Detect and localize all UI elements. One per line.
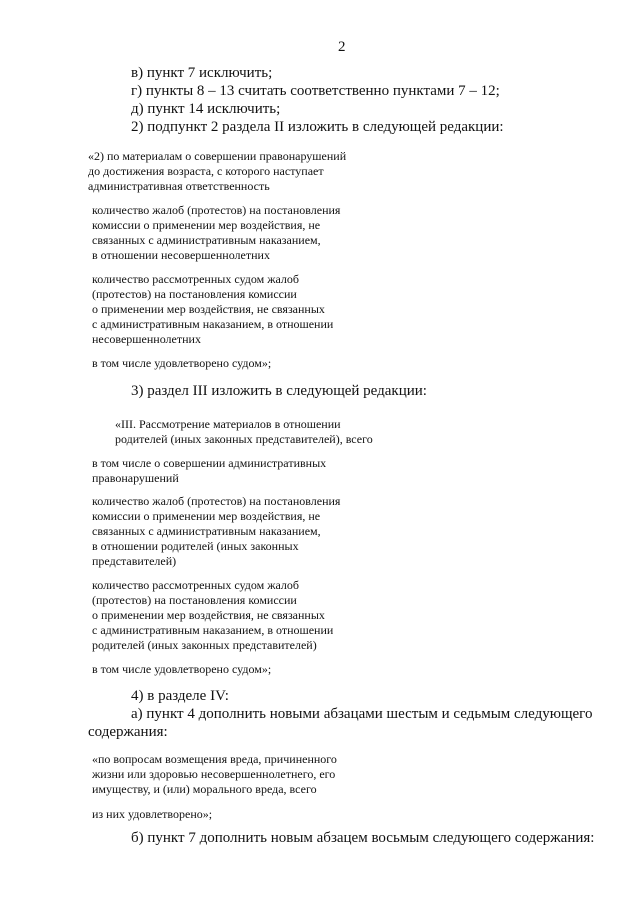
text-line-g: г) пункты 8 – 13 считать соответственно пунктами 7 – 12;	[131, 83, 500, 99]
text-line-b3l2: (протестов) на постановления комиссии	[92, 287, 297, 301]
text-line-p3: 3) раздел III изложить в следующей редакции:	[131, 383, 427, 399]
text-line-e2l1: из них удовлетворено»;	[92, 807, 213, 821]
text-line-c1l2: родителей (иных законных представителей), всего	[115, 432, 373, 446]
text-line-e1l1: «по вопросам возмещения вреда, причиненного	[92, 752, 337, 766]
text-line-c4l3: о применении мер воздействия, не связанных	[92, 608, 325, 622]
text-line-b3l4: с административным наказанием, в отношении	[92, 317, 334, 331]
text-line-d: д) пункт 14 исключить;	[131, 101, 281, 117]
text-line-b2l2: комиссии о применении мер воздействия, не	[92, 218, 321, 232]
text-line-p2: 2) подпункт 2 раздела II изложить в следующей редакции:	[131, 119, 504, 135]
text-line-b1l1: «2) по материалам о совершении правонарушений	[88, 149, 347, 163]
text-line-b3l5: несовершеннолетних	[92, 332, 201, 346]
text-line-p4: 4) в разделе IV:	[131, 688, 229, 704]
text-line-c3l3: связанных с административным наказанием,	[92, 524, 321, 538]
text-line-c3l4: в отношении родителей (иных законных	[92, 539, 299, 553]
text-line-a1: а) пункт 4 дополнить новыми абзацами шестым и седьмым следующего	[131, 706, 593, 722]
text-line-c5l1: в том числе удовлетворено судом»;	[92, 662, 272, 676]
text-line-b2l3: связанных с административным наказанием,	[92, 233, 321, 247]
text-line-c2l2: правонарушений	[92, 471, 179, 485]
text-line-b1l2: до достижения возраста, с которого наступает	[88, 164, 324, 178]
text-line-c3l2: комиссии о применении мер воздействия, не	[92, 509, 321, 523]
text-line-e1l3: имуществу, и (или) морального вреда, всего	[92, 782, 317, 796]
text-line-b4l1: в том числе удовлетворено судом»;	[92, 356, 272, 370]
page-number: 2	[338, 39, 346, 55]
text-line-b2l4: в отношении несовершеннолетних	[92, 248, 270, 262]
text-line-c4l5: родителей (иных законных представителей)	[92, 638, 317, 652]
text-line-v: в) пункт 7 исключить;	[131, 65, 273, 81]
text-line-c4l4: с административным наказанием, в отношении	[92, 623, 334, 637]
text-line-a2: содержания:	[88, 724, 168, 740]
text-line-c3l1: количество жалоб (протестов) на постановления	[92, 494, 341, 508]
text-line-c2l1: в том числе о совершении административных	[92, 456, 327, 470]
text-line-c1l1: «III. Рассмотрение материалов в отношении	[115, 417, 341, 431]
text-line-e1l2: жизни или здоровью несовершеннолетнего, его	[92, 767, 336, 781]
text-line-b7: б) пункт 7 дополнить новым абзацем восьмым следующего содержания:	[131, 830, 595, 846]
text-line-b2l1: количество жалоб (протестов) на постановления	[92, 203, 341, 217]
text-line-c3l5: представителей)	[92, 554, 177, 568]
text-line-b1l3: административная ответственность	[88, 179, 270, 193]
text-line-b3l1: количество рассмотренных судом жалоб	[92, 272, 300, 286]
text-line-b3l3: о применении мер воздействия, не связанных	[92, 302, 325, 316]
text-line-c4l1: количество рассмотренных судом жалоб	[92, 578, 300, 592]
text-line-c4l2: (протестов) на постановления комиссии	[92, 593, 297, 607]
